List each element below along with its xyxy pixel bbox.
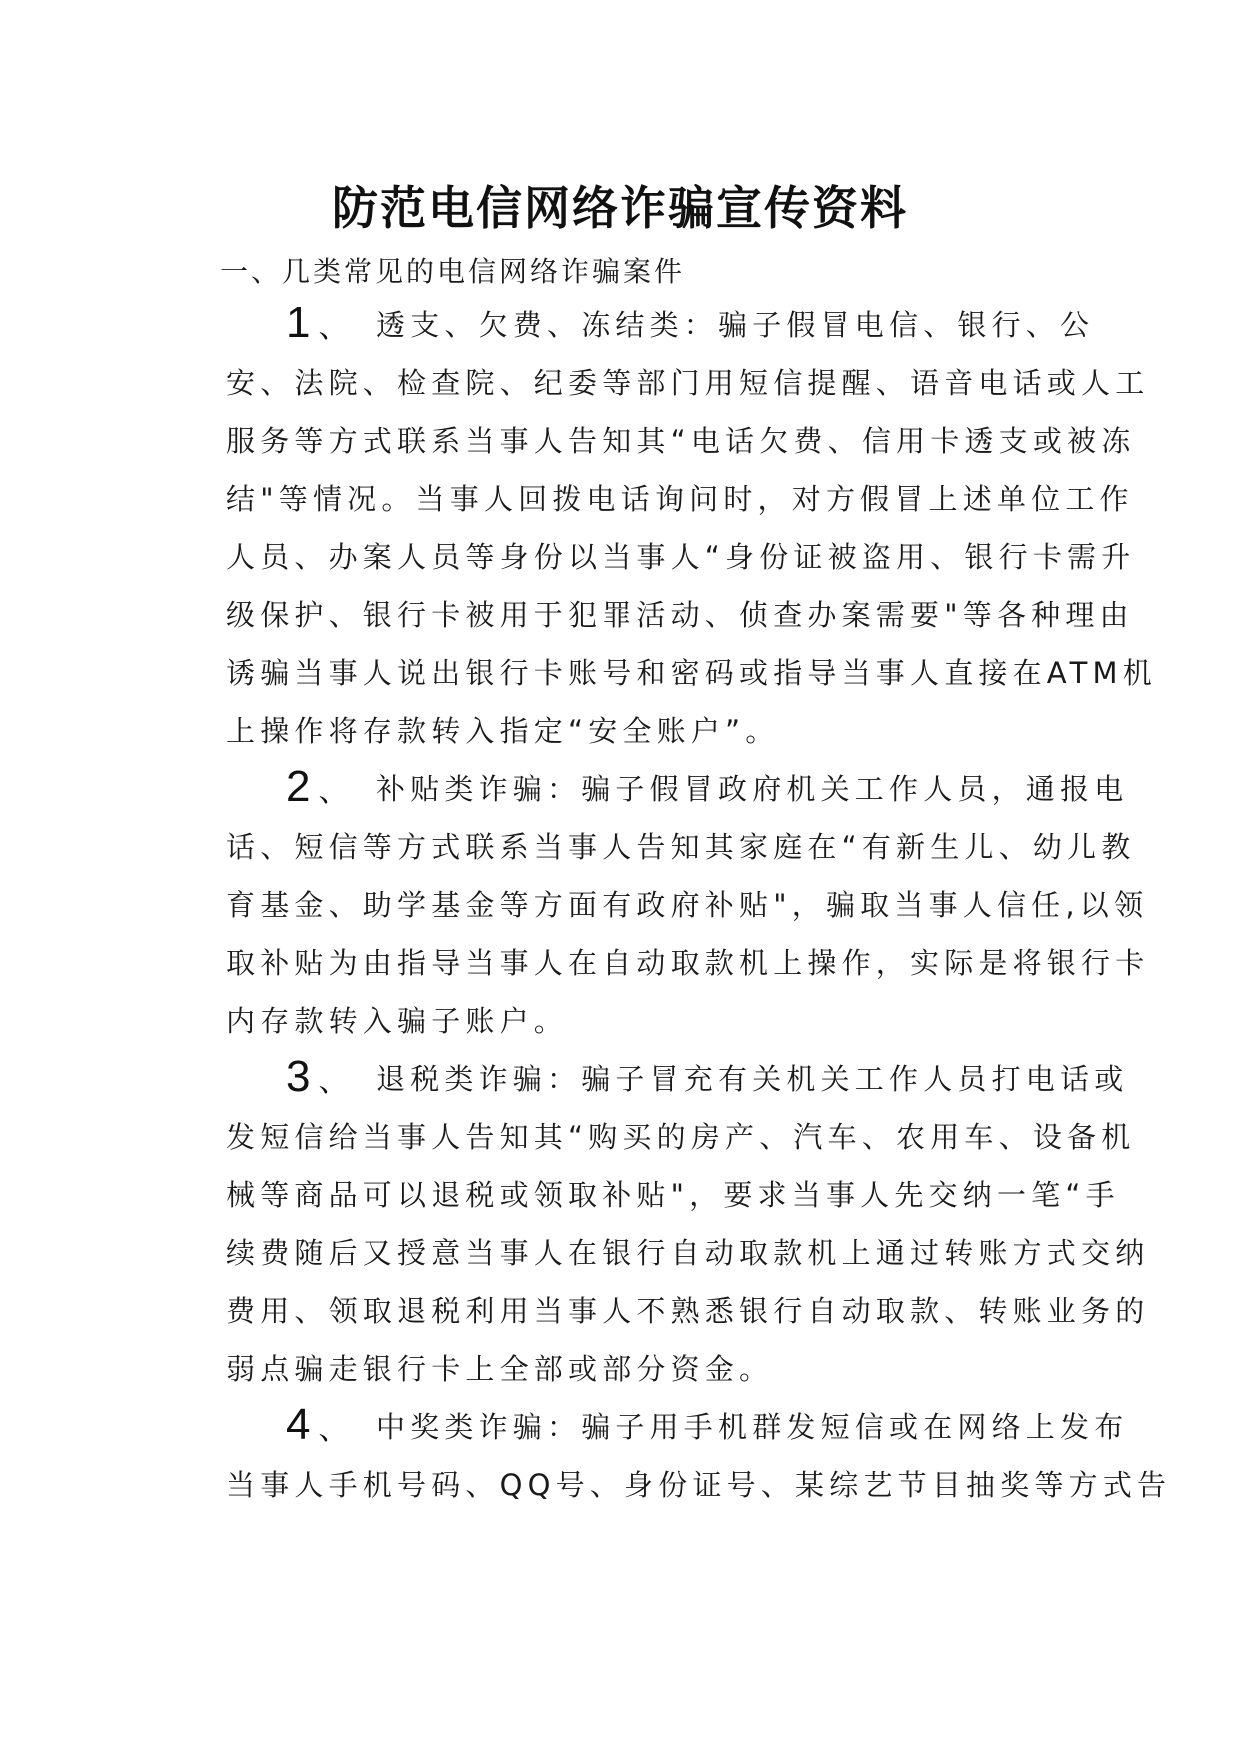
item-3-line: 续费随后又授意当事人在银行自动取款机上通过转账方式交纳 [226, 1236, 1150, 1270]
item-3-line: 械等商品可以退税或领取补贴"，要求当事人先交纳一笔“手 [226, 1178, 1120, 1212]
item-2-line: 育基金、助学基金等方面有政府补贴"，骗取当事人信任,以领 [226, 888, 1149, 922]
item-1-line: 级保护、银行卡被用于犯罪活动、侦查办案需要"等各种理由 [226, 598, 1134, 632]
item-number-1: 1 、 [286, 298, 349, 347]
item-4-line: 中奖类诈骗：骗子用手机群发短信或在网络上发布 [376, 1410, 1129, 1444]
item-1-line: 结"等情况。当事人回拨电话询问时，对方假冒上述单位工作 [226, 482, 1134, 516]
item-1-line: 人员、办案人员等身份以当事人“身份证被盗用、银行卡需升 [226, 540, 1136, 574]
section-heading: 一、几类常见的电信网络诈骗案件 [220, 255, 686, 288]
item-1-line: 诱骗当事人说出银行卡账号和密码或指导当事人直接在ATM机 [226, 656, 1157, 690]
item-3-line: 退税类诈骗：骗子冒充有关机关工作人员打电话或 [376, 1062, 1129, 1096]
item-number-3: 3 、 [286, 1052, 349, 1101]
item-3-line: 发短信给当事人告知其“购买的房产、汽车、农用车、设备机 [226, 1120, 1136, 1154]
item-1-line: 透支、欠费、冻结类：骗子假冒电信、银行、公 [376, 308, 1095, 342]
item-2-line: 取补贴为由指导当事人在自动取款机上操作，实际是将银行卡 [226, 946, 1150, 980]
item-2-line: 补贴类诈骗：骗子假冒政府机关工作人员，通报电 [376, 772, 1129, 806]
item-3-line: 费用、领取退税利用当事人不熟悉银行自动取款、转账业务的 [226, 1294, 1150, 1328]
document-title: 防范电信网络诈骗宣传资料 [332, 181, 908, 235]
item-1-line: 上操作将存款转入指定“安全账户”。 [226, 714, 780, 748]
item-number-2: 2 、 [286, 762, 349, 811]
item-number-4: 4 、 [286, 1400, 349, 1449]
item-3-line: 弱点骗走银行卡上全部或部分资金。 [226, 1352, 774, 1386]
item-4-line: 当事人手机号码、QQ号、身份证号、某综艺节目抽奖等方式告 [226, 1468, 1172, 1502]
item-1-line: 服务等方式联系当事人告知其“电话欠费、信用卡透支或被冻 [226, 424, 1136, 458]
item-2-line: 内存款转入骗子账户。 [226, 1004, 569, 1038]
item-2-line: 话、短信等方式联系当事人告知其家庭在“有新生儿、幼儿教 [226, 830, 1136, 864]
item-1-line: 安、法院、检查院、纪委等部门用短信提醒、语音电话或人工 [226, 366, 1150, 400]
